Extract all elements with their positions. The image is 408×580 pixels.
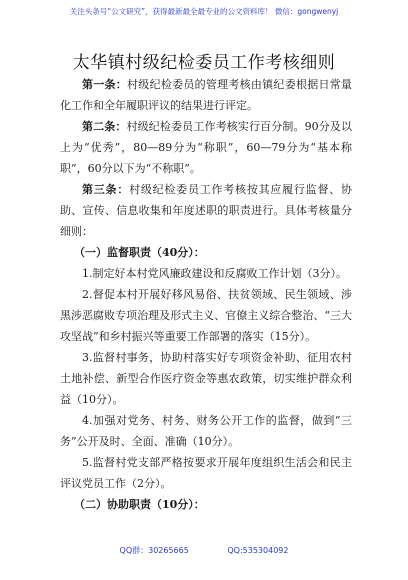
qq-number: QQ:535304092 — [227, 546, 289, 555]
section-heading-supervision: （一）监督职责（40分）： — [74, 246, 205, 259]
list-item: 1.制定好本村党风廉政建设和反腐败工作计划（3分）。 — [82, 267, 347, 280]
article-label: 第三条： — [82, 183, 130, 196]
list-item: 5.监督村党支部严格按要求开展年度组织生活会和民主评议党员工作（2分）。 — [60, 456, 352, 490]
list-item: 4.加强对党务、村务、财务公开工作的监督，做到“三务”公开及时、全面、准确（10分）。 — [60, 414, 352, 448]
article-label: 第一条： — [82, 78, 128, 91]
article-label: 第二条： — [82, 120, 127, 133]
list-item: 3.监督村事务，协助村落实好专项资金补助、征用农村土地补偿、新型合作医疗资金等惠农政策，切实维护群众利益（10分）。 — [60, 351, 352, 406]
list-item: 2.督促本村开展好移风易俗、扶贫领域、民生领域、涉黑涉恶腐败专项治理及形式主义、官僚主义综合整治、“三大攻坚战”和乡村振兴等重要工作部署的落实（15分）。 — [60, 288, 352, 343]
qq-group: QQ群：30265665 — [119, 546, 189, 555]
article-text: 村级纪检委员工作考核实行百分制。90分及以上为“优秀”，80—89分为“称职”，60—79分为“基本称职”，60分以下为“不称职”。 — [60, 120, 353, 175]
document-title: 太华镇村级纪检委员工作考核细则 — [72, 53, 336, 73]
document-body — [60, 74, 352, 515]
section-heading-assistance: （二）协助职责（10分）： — [74, 498, 205, 511]
article-1 — [60, 74, 352, 116]
contact-footer — [0, 545, 408, 556]
article-text: 村级纪检委员工作考核按其应履行监督、协助、宣传、信息收集和年度述职的职责进行。具体考核量分细则： — [60, 183, 353, 238]
article-text: 村级纪检委员的管理考核由镇纪委根据日常量化工作和全年履职评议的结果进行评定。 — [60, 78, 353, 112]
article-3 — [60, 179, 352, 242]
article-2 — [60, 116, 352, 179]
promo-banner: 关注头条号“公文研究”，获得最新最全最专业的公文资料库！ 微信：gongwenyj — [69, 7, 339, 16]
